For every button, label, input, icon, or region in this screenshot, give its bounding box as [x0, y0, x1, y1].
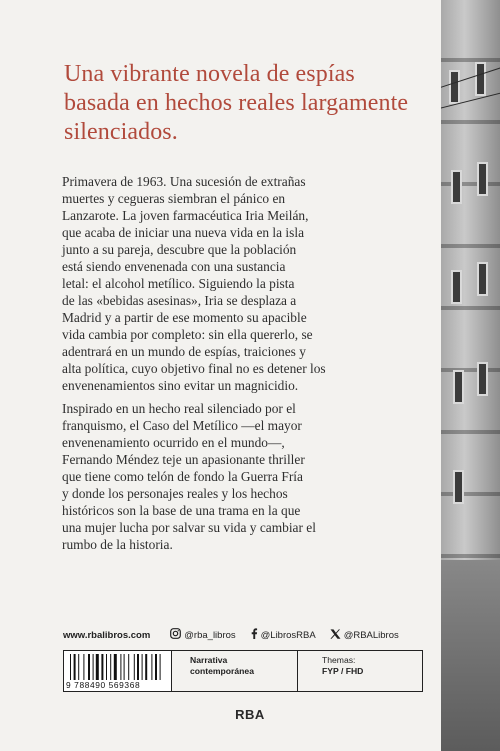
synopsis-paragraph-2: Inspirado en un hecho real silenciado por el franquismo, el Caso del Metílico —el mayor envenenamiento ocurrido en el mundo—, Fernando Méndez teje un apasionante thriller que tiene como telón de fondo la Guerra Fría y donde los personajes reales y los hechos históricos son la base de una trama en la que una mujer lucha por salvar su vida y cambiar el rumbo de la historia.	[62, 401, 316, 552]
headline: Una vibrante novela de espías basada en hechos reales largamente silenciados.	[64, 61, 409, 145]
publisher-logo: RBA	[235, 707, 265, 722]
footer-links	[63, 627, 403, 643]
cover-photo-strip	[441, 0, 500, 751]
isbn-number: 9 788490 569368	[66, 680, 170, 690]
barcode-bars	[68, 654, 168, 680]
x-icon	[330, 629, 341, 642]
instagram-link[interactable]: @rba_libros	[170, 628, 235, 642]
facebook-icon	[250, 628, 258, 642]
facebook-link[interactable]: @LibrosRBA	[250, 628, 316, 642]
x-link[interactable]: @RBALibros	[330, 629, 399, 642]
website-link[interactable]: www.rbalibros.com	[63, 629, 151, 641]
info-box	[63, 650, 423, 692]
synopsis-paragraph-1: Primavera de 1963. Una sucesión de extrañas muertes y cegueras siembran el pánico en Lanzarote. La joven farmacéutica Iria Meilán, que acaba de iniciar una nueva vida en la isla junto a su pareja, descubre que la población está siendo envenenada con una sustancia letal: el alcohol metílico. Siguiendo la pista de las «bebidas asesinas», Iria se desplaza a Madrid y a partir de ese momento su apacible vida cambia por completo: sin ella quererlo, se adentrará en un mundo de espías, traiciones y alta política, cuyo objetivo final no es detener los envenenamientos sino evitar un magnicidio.	[62, 174, 326, 393]
barcode	[64, 651, 172, 691]
themes-cell: Themas: FYP / FHD	[322, 655, 364, 676]
category-cell: Narrativa contemporánea	[172, 651, 298, 691]
instagram-icon	[170, 628, 181, 642]
